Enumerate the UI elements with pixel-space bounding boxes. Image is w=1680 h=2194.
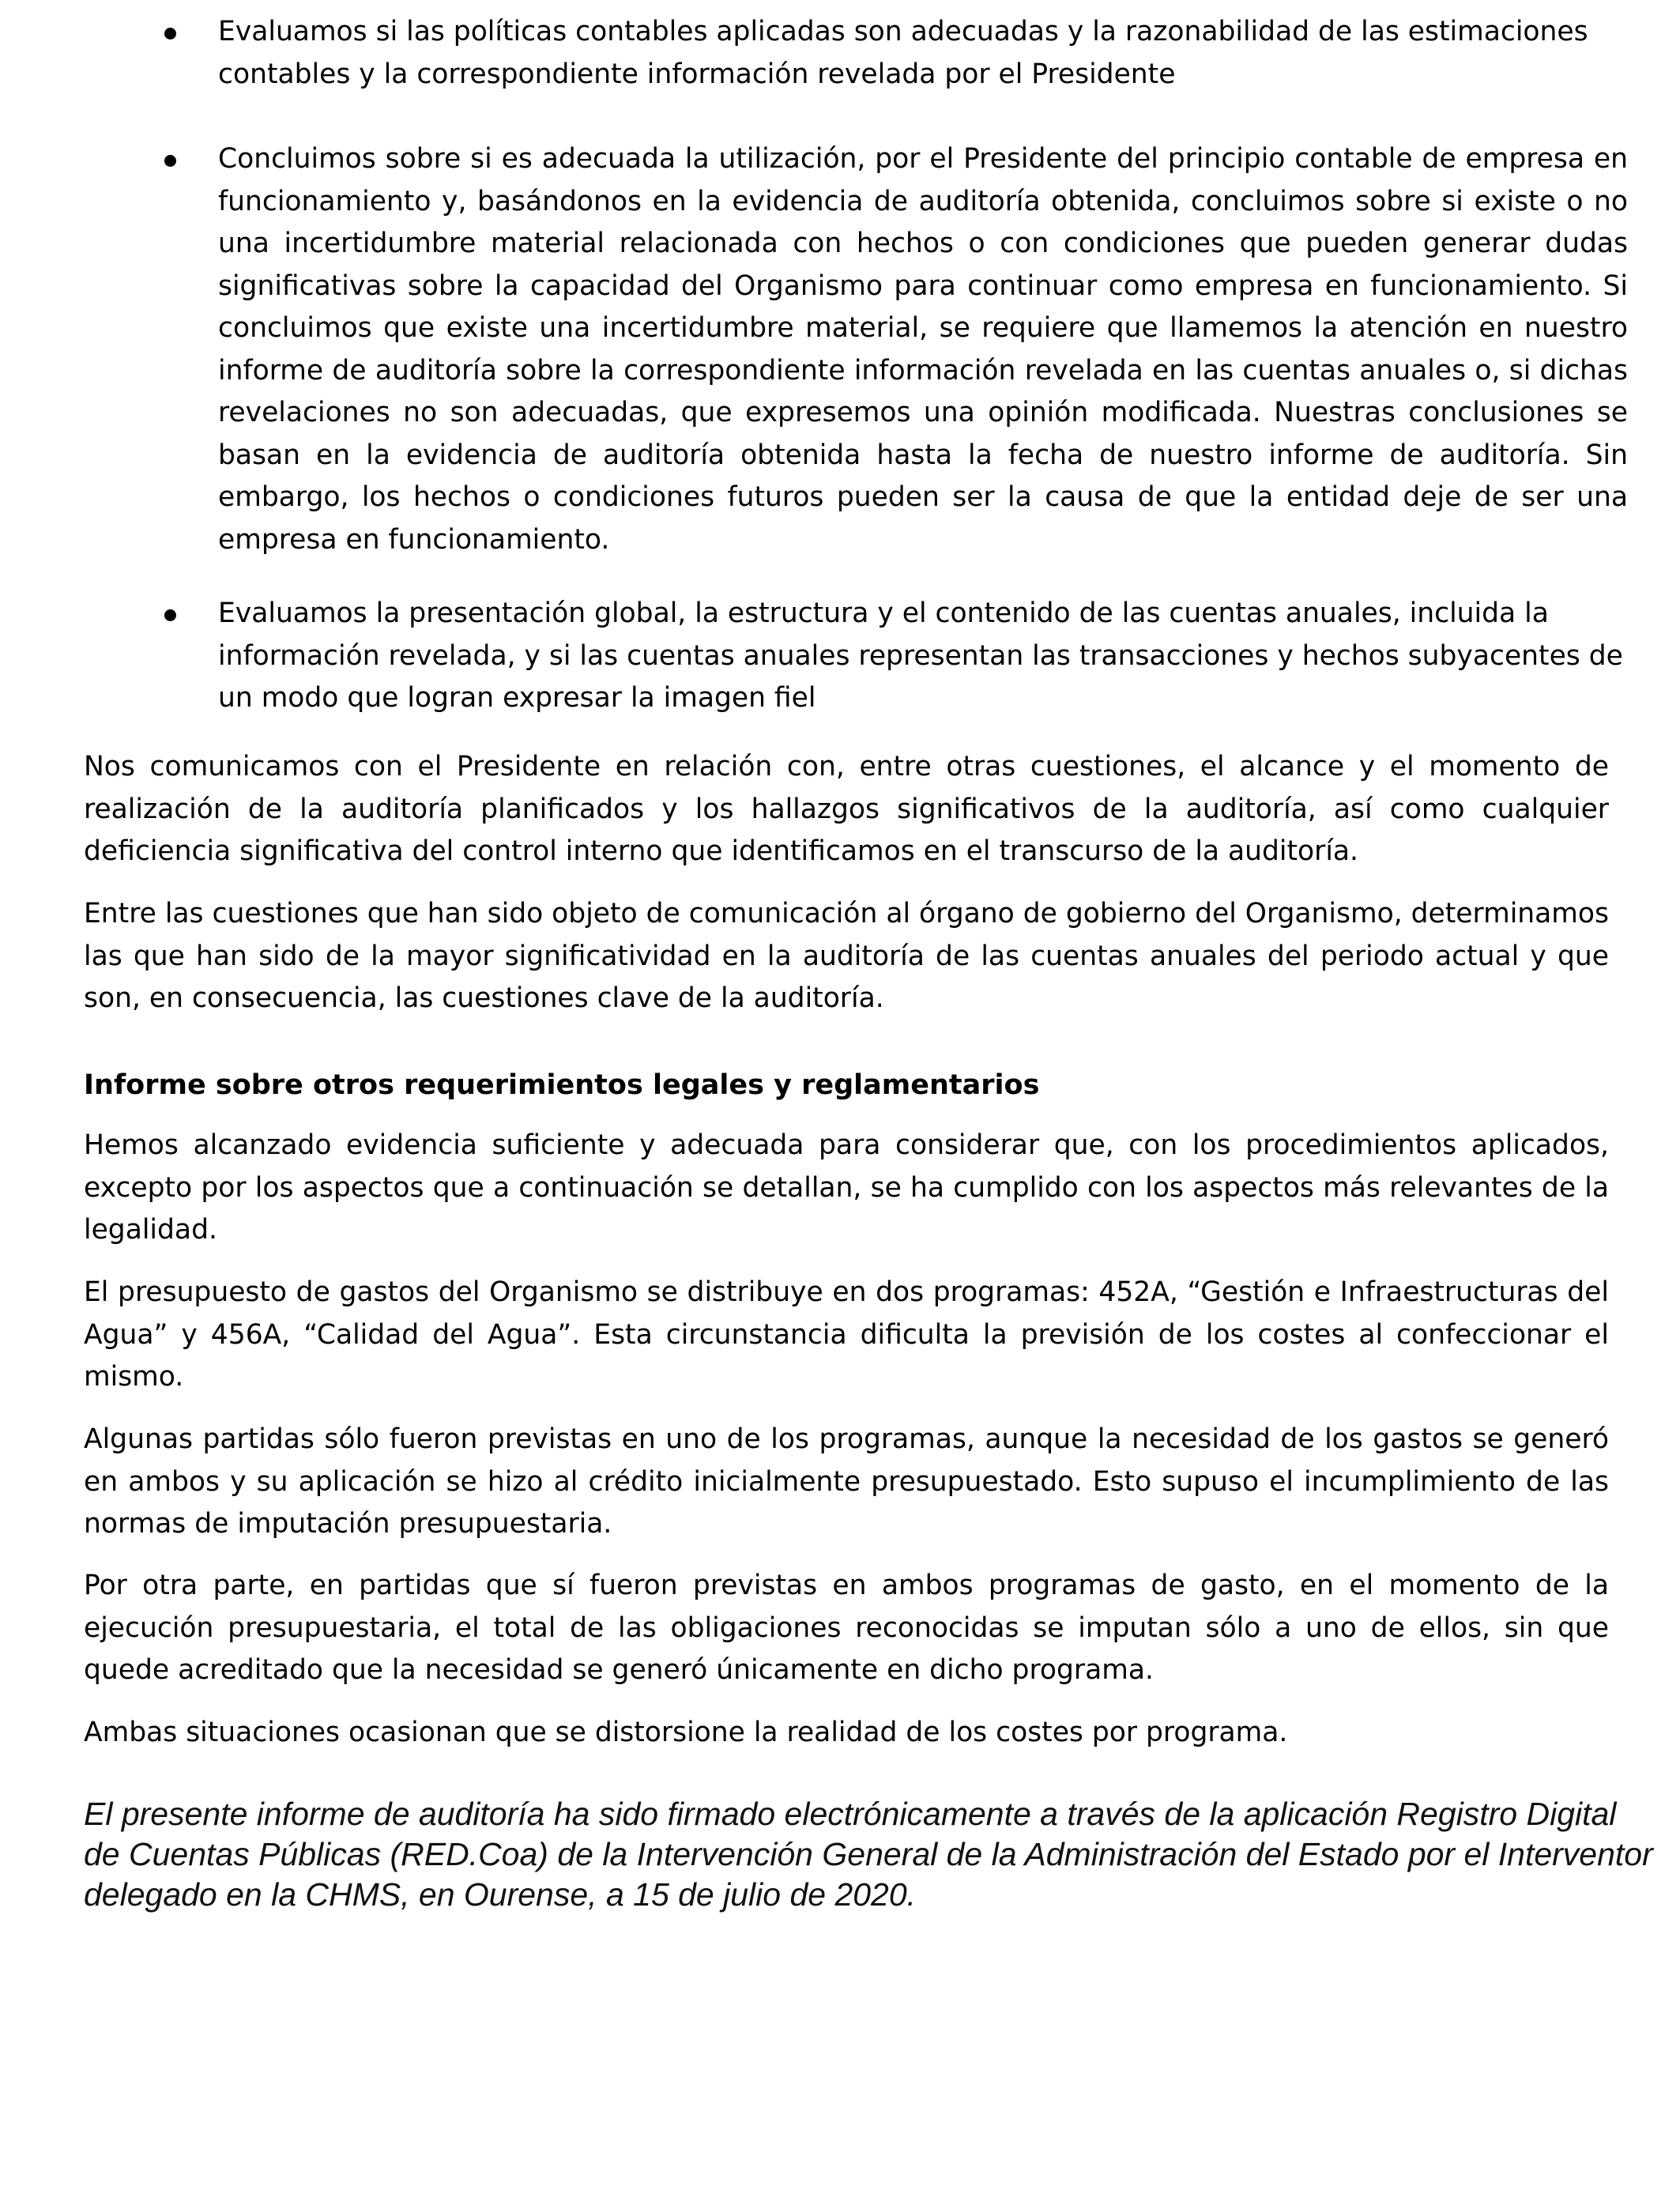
legal-compliance-paragraph: Hemos alcanzado evidencia suficiente y adecuada para considerar que, con los procedimientos aplicados, excepto por los aspectos que a continuación se detallan, se ha cumplido con los aspectos más relevantes de la legalidad. — [84, 1129, 1609, 1246]
partial-items-paragraph: Algunas partidas sólo fueron previstas en uno de los programas, aunque la necesidad de los gastos se generó en ambos y su aplicación se hizo al crédito inicialmente presupuestado. Esto supuso el incumplimiento de las normas de imputación presupuestaria. — [84, 1423, 1609, 1540]
bullet-text: Evaluamos si las políticas contables aplicadas son adecuadas y la razonabilidad de las estimaciones contables y la correspondiente información revelada por el Presidente — [218, 16, 1588, 90]
bullet-text: Concluimos sobre si es adecuada la utilización, por el Presidente del principio contable de empresa en funcionamiento y, basándonos en la evidencia de auditoría obtenida, concluimos sobre si existe o no una incertidumbre material relacionada con hechos o con condiciones que pueden generar dudas significativas sobre la capacidad del Organismo para continuar como empresa en funcionamiento. Si concluimos que existe una incertidumbre material, se requiere que llamemos la atención en nuestro informe de auditoría sobre la correspondiente información revelada en las cuentas anuales o, si dichas revelaciones no son adecuadas, que expresemos una opinión modificada. Nuestras conclusiones se basan en la evidencia de auditoría obtenida hasta la fecha de nuestro informe de auditoría. Sin embargo, los hechos o condiciones futuros pueden ser la causa de que la entidad deje de ser una empresa en funcionamiento. — [218, 143, 1628, 556]
bullet-icon — [164, 155, 176, 167]
section-heading: Informe sobre otros requerimientos legales y reglamentarios — [84, 1069, 1040, 1101]
electronic-signature-note: El presente informe de auditoría ha sido firmado electrónicamente a través de la aplicación Registro Digital de Cuentas Públicas (RED.Coa) de la Intervención General de la Administración del Estado por el Interventor delegado en la CHMS, en Ourense, a 15 de julio de 2020. — [84, 1796, 1653, 1913]
bullet-text: Evaluamos la presentación global, la estructura y el contenido de las cuentas anuales, incluida la información revelada, y si las cuentas anuales representan las transacciones y hechos subyacentes de un modo que logran expresar la imagen fiel — [218, 598, 1623, 714]
budget-programs-paragraph: El presupuesto de gastos del Organismo se distribuye en dos programas: 452A, “Gestión e Infraestructuras del Agua” y 456A, “Calidad del Agua”. Esta circunstancia dificulta la previsión de los costes al confeccionar el mismo. — [84, 1276, 1609, 1393]
obligations-paragraph: Por otra parte, en partidas que sí fueron previstas en ambos programas de gasto, en el momento de la ejecución presupuestaria, el total de las obligaciones reconocidas se imputan sólo a uno de ellos, sin que quede acreditado que la necesidad se generó únicamente en dicho programa. — [84, 1570, 1609, 1686]
bullet-icon — [164, 609, 176, 621]
bullet-icon — [164, 28, 176, 40]
communication-paragraph: Nos comunicamos con el Presidente en relación con, entre otras cuestiones, el alcance y el momento de realización de la auditoría planificados y los hallazgos significativos de la auditoría, así como cualquier deficiencia significativa del control interno que identificamos en el transcurso de la auditoría. — [84, 751, 1609, 867]
cost-distortion-paragraph: Ambas situaciones ocasionan que se distorsione la realidad de los costes por programa. — [84, 1717, 1288, 1748]
key-matters-paragraph: Entre las cuestiones que han sido objeto de comunicación al órgano de gobierno del Organismo, determinamos las que han sido de la mayor significatividad en la auditoría de las cuentas anuales del periodo actual y que son, en consecuencia, las cuestiones clave de la auditoría. — [84, 898, 1609, 1014]
